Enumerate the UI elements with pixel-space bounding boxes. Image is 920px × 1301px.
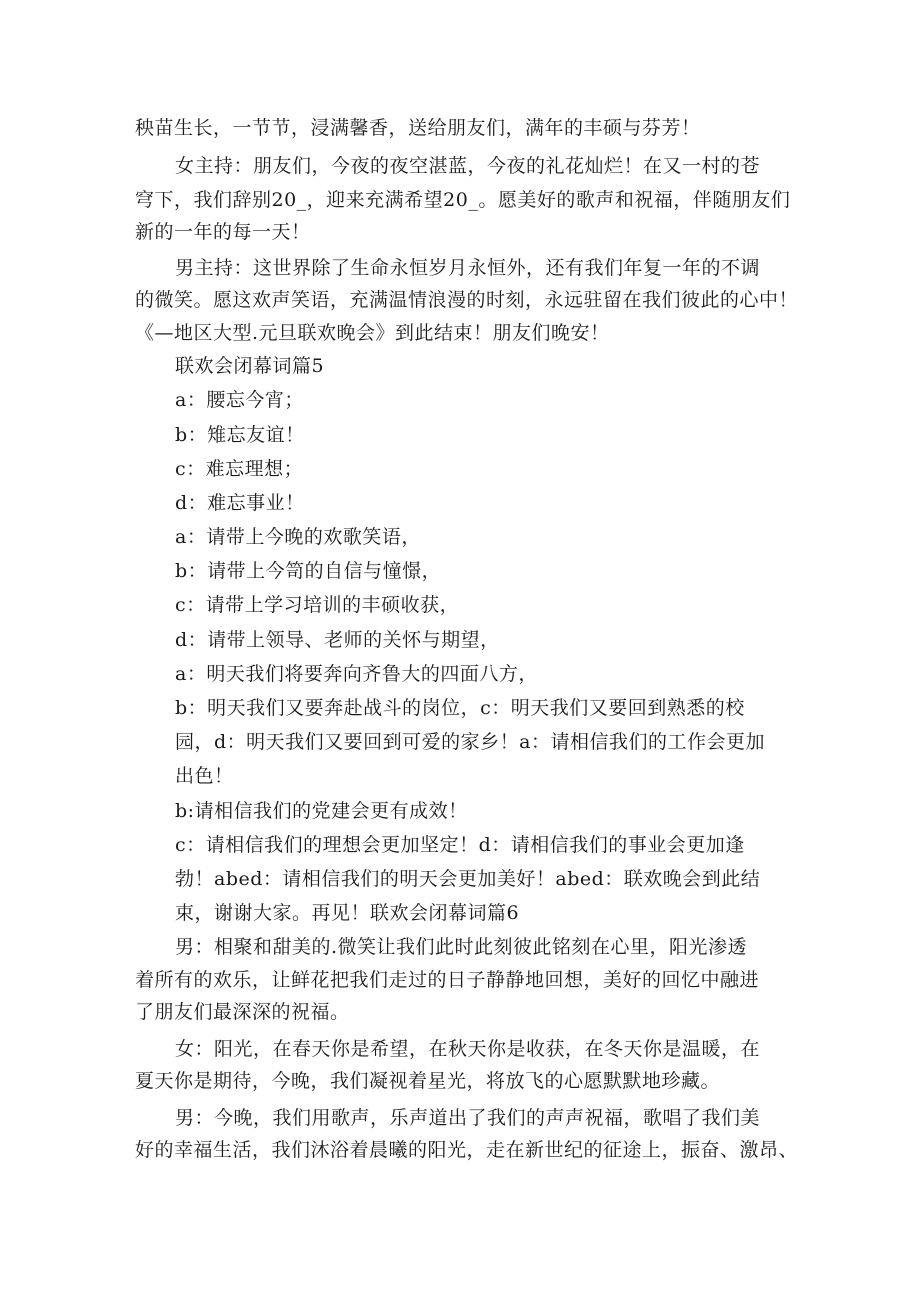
text-line: 新的一年的每一天！	[135, 221, 311, 243]
text-line: c：请相信我们的理想会更加坚定！d：请相信我们的事业会更加逢	[175, 834, 745, 856]
text-line: 好的幸福生活，我们沐浴着晨曦的阳光，走在新世纪的征途上，振奋、激昂、	[135, 1139, 799, 1161]
text-line: 了朋友们最深深的祝福。	[135, 1001, 350, 1023]
text-line: 秧苗生长，一节节，浸满馨香，送给朋友们，满年的丰硕与芬芳！	[135, 117, 701, 139]
text-line: a：明天我们将要奔向齐鲁大的四面八方，	[175, 663, 538, 685]
text-line: 穹下，我们辞别20_，迎来充满希望20_。愿美好的歌声和祝福，伴随朋友们	[135, 189, 791, 211]
text-line: d：请带上领导、老师的关怀与期望，	[175, 629, 500, 651]
text-line: 男主持：这世界除了生命永恒岁月永恒外，还有我们年复一年的不调	[175, 257, 761, 279]
text-line: 男：相聚和甜美的.微笑让我们此时此刻彼此铭刻在心里，阳光渗透	[175, 936, 748, 958]
text-line: 女主持：朋友们，今夜的夜空湛蓝，今夜的礼花灿烂！在又一村的苍	[175, 155, 761, 177]
text-line: a：请带上今晚的欢歌笑语，	[175, 526, 421, 548]
text-line: 的微笑。愿这欢声笑语，充满温情浪漫的时刻，永远驻留在我们彼此的心中！	[135, 289, 799, 311]
text-line: d：难忘事业！	[175, 492, 305, 514]
text-line: b：请带上今笥的自信与憧憬，	[175, 560, 442, 582]
text-line: c：请带上学习培训的丰硕收获，	[175, 594, 460, 616]
text-line: 女：阳光，在春天你是希望，在秋天你是收获，在冬天你是温暖，在	[175, 1038, 761, 1060]
text-line: a：腰忘今宵；	[175, 389, 304, 411]
text-line: 男：今晚，我们用歌声，乐声道出了我们的声声祝福，歌唱了我们美	[175, 1107, 761, 1129]
text-line: 夏天你是期待，今晚，我们凝视着星光，将放飞的心愿默默地珍藏。	[135, 1070, 721, 1092]
text-line: 束，谢谢大家。再见！联欢会闭幕词篇6	[175, 902, 520, 924]
text-line: 着所有的欢乐，让鲜花把我们走过的日子静静地回想，美好的回忆中融进	[135, 969, 760, 991]
text-line: 出色！	[175, 765, 234, 787]
section-heading: 联欢会闭幕词篇5	[175, 355, 325, 377]
text-line: 园，d：明天我们又要回到可爱的家乡！a：请相信我们的工作会更加	[175, 731, 765, 753]
text-line: 《—地区大型.元旦联欢晚会》到此结束！朋友们晚安！	[135, 322, 610, 344]
text-line: b：雉忘友谊！	[175, 424, 305, 446]
text-line: c：难忘理想；	[175, 458, 304, 480]
text-line: b:请相信我们的党建会更有成效！	[175, 800, 468, 822]
text-line: b：明天我们又要奔赴战斗的岗位，c：明天我们又要回到熟悉的校	[175, 697, 745, 719]
text-line: 勃！abed：请相信我们的明天会更加美好！abed：联欢晚会到此结	[175, 868, 761, 890]
